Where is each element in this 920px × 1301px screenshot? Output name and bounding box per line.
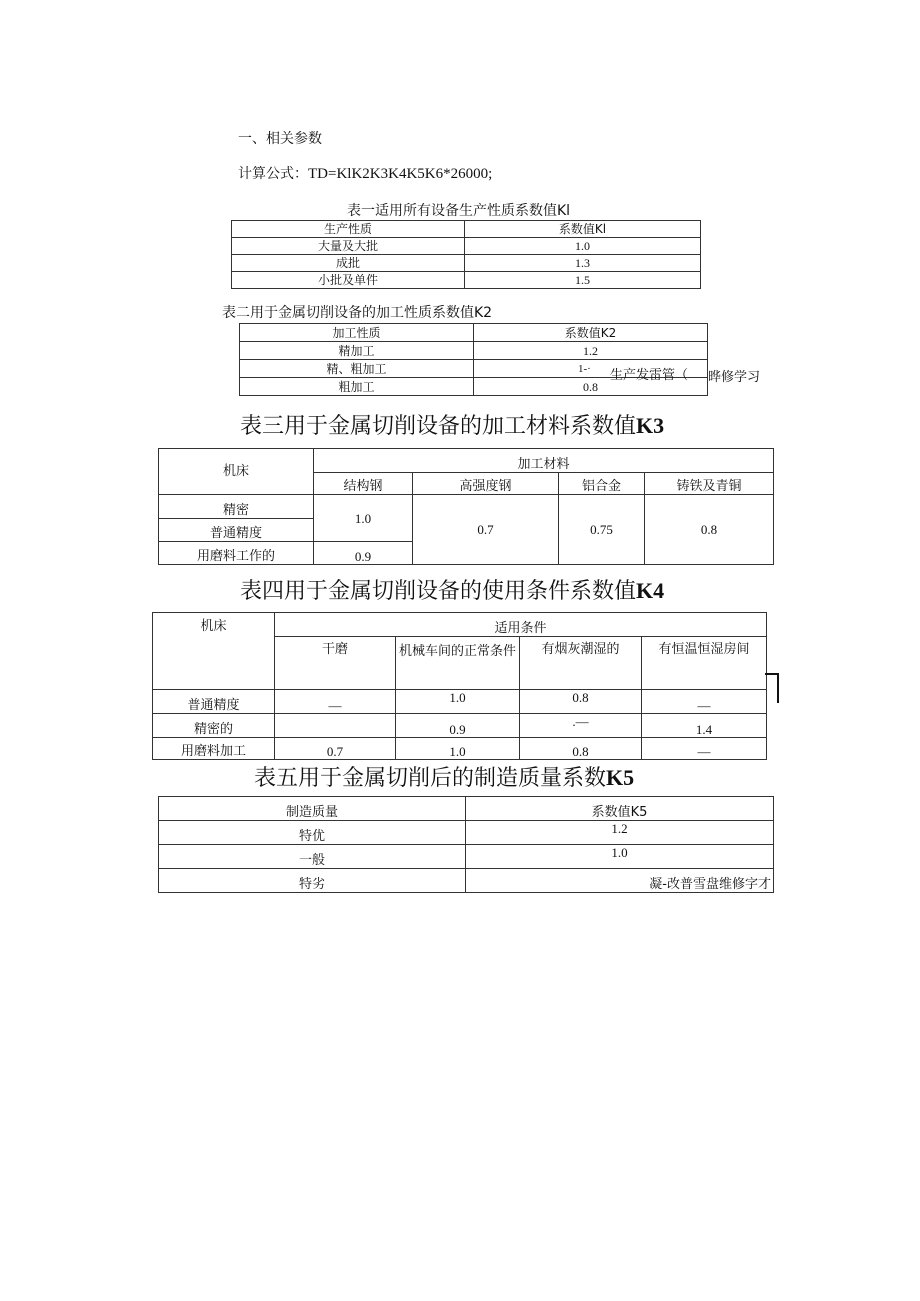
table4-row-label: 用磨料加工 [153,738,275,760]
table2-cell: 粗加工 [240,378,474,396]
table5-cell: 特优 [159,821,466,845]
table3-cell: 0.9 [314,542,413,565]
table2-cell: 精加工 [240,342,474,360]
table4-header-conditions: 适用条件 [275,613,767,637]
table3-header-machine: 机床 [159,449,314,495]
table3 [158,448,774,565]
table4-cell: — [275,690,396,714]
table4-header-machine: 机床 [153,613,275,690]
table1-header-nature: 生产性质 [232,221,465,238]
table4-cell: .— [520,714,642,738]
table4-caption-text: 表四用于金属切削设备的使用条件系数值 [240,578,637,603]
table2-cell: 精、粗加工 [240,360,474,378]
table4-cell: 0.8 [520,738,642,760]
table4-cell: 1.0 [396,738,520,760]
table1-cell: 成批 [232,255,465,272]
table4-cell: — [642,738,767,760]
corner-bracket-mark [765,673,779,703]
table4-cell: 0.7 [275,738,396,760]
table4-cell: 1.0 [396,690,520,714]
table3-header-aluminum: 铝合金 [559,473,645,495]
table3-row-label: 用磨料工作的 [159,542,314,565]
table1-cell: 1.5 [465,272,701,289]
table-header-row [232,221,701,238]
table4-cell: 0.9 [396,714,520,738]
table2-header-coeff: 系数值K2 [474,324,708,342]
table2-overlay-text-2: 晔修学习 [708,370,761,385]
table3-row-label: 精密 [159,495,314,519]
table4-cell: 0.8 [520,690,642,714]
table1-caption: 表一适用所有设备生产性质系数值Kl [347,203,571,219]
table3-header-high-strength-steel: 高强度钢 [413,473,559,495]
table3-caption-text: 表三用于金属切削设备的加工材料系数值 [240,413,637,438]
table-row [159,845,774,869]
formula-line [238,163,492,183]
table2-cell: 0.8 [474,378,708,396]
table-row [240,342,708,360]
table2-header-nature: 加工性质 [240,324,474,342]
table3-row-label: 普通精度 [159,519,314,542]
table3-header-cast-iron: 铸铁及青铜 [645,473,774,495]
table5-cell: 1.2 [466,821,774,845]
table5-cell: 1.0 [466,845,774,869]
table5-caption-text: 表五用于金属切削后的制造质量系数 [254,765,607,790]
table3-cell: 0.8 [645,495,774,565]
table1-cell: 1.0 [465,238,701,255]
formula-label: 计算公式： [238,166,308,182]
table4-caption [240,574,664,605]
table-row [159,821,774,845]
table-row [153,738,767,760]
table5-caption-code: K5 [606,765,635,790]
table-row [232,238,701,255]
table-header-row [240,324,708,342]
table2-cell: 1-· [474,360,708,378]
table4-header-constant-temp: 有恒温恒湿房间 [642,637,767,690]
table4-row-label: 精密的 [153,714,275,738]
table3-cell: 0.7 [413,495,559,565]
table2-overlay-text: 生产发雷管（ [610,368,689,383]
table5-header-quality: 制造质量 [159,797,466,821]
table1-cell: 大量及大批 [232,238,465,255]
table2 [239,323,708,396]
table3-caption [240,409,664,440]
table-row [153,690,767,714]
table3-header-materials: 加工材料 [314,449,774,473]
table3-caption-code: K3 [636,413,665,438]
table-header-row [159,797,774,821]
table2-caption: 表二用于金属切削设备的加工性质系数值K2 [222,305,493,321]
table-row [232,272,701,289]
table4-header-dry-grinding: 干磨 [275,637,396,690]
table1-cell: 1.3 [465,255,701,272]
table3-cell: 1.0 [314,495,413,542]
table-header-row [159,449,774,473]
table4-cell [275,714,396,738]
table3-header-structural-steel: 结构钢 [314,473,413,495]
table5-caption [254,761,634,792]
table4-row-label: 普通精度 [153,690,275,714]
table5 [158,796,774,893]
table4-header-dusty-humid: 有烟灰潮湿的 [520,637,642,690]
table4-header-normal-workshop: 机械车间的正常条件 [396,637,520,690]
table4-caption-code: K4 [636,578,665,603]
section-title: 一、相关参数 [238,131,322,147]
table1-cell: 小批及单件 [232,272,465,289]
table3-cell: 0.75 [559,495,645,565]
table-row [153,714,767,738]
table-header-row [153,613,767,637]
table-row [159,869,774,893]
table4-cell: 1.4 [642,714,767,738]
table2-cell: 1.2 [474,342,708,360]
formula-expression: TD=KlK2K3K4K5K6*26000; [308,166,493,182]
table5-header-coeff: 系数值K5 [466,797,774,821]
table5-cell: 一般 [159,845,466,869]
table4 [152,612,767,760]
table4-cell: — [642,690,767,714]
table5-cell: 特劣 [159,869,466,893]
table-row [232,255,701,272]
table1-header-coeff: 系数值Kl [465,221,701,238]
table5-cell: 凝-改普雪盘维修字才 [466,869,774,893]
table-row [159,495,774,519]
table1 [231,220,701,289]
